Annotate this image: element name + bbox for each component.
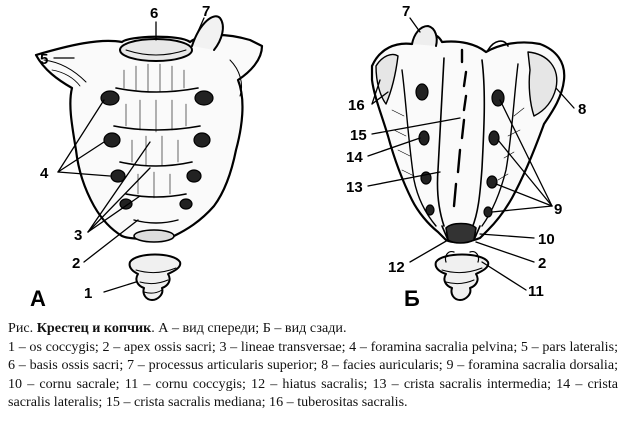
panel-label-a: А: [30, 286, 46, 311]
label-b-8: 8: [578, 101, 587, 118]
sacrum-anterior-view: [36, 16, 262, 300]
label-b-12: 12: [388, 259, 405, 276]
label-b-7: 7: [402, 3, 411, 20]
label-a-2: 2: [72, 255, 81, 272]
caption-views: . А – вид спереди; Б – вид сзади.: [151, 320, 347, 336]
panel-label-b: Б: [404, 286, 420, 311]
caption-legend: 1 – os coccygis; 2 – apex ossis sacri; 3 – lineae transversae; 4 – foramina sacralia pelvina; 5 – pars lateralis; 6 – basis ossis sacri; 7 – processus articularis superior; 8 – facies auricularis; 9 – foramina sacralia dorsalia; 10 – cornu sacrale; 11 – cornu coccygis; 12 – hiatus sacralis; 13 – crista sacralis intermedia; 14 – crista sacralis lateralis; 15 – crista sacralis mediana; 16 – tuberositas sacralis.: [8, 338, 618, 411]
label-b-10: 10: [538, 231, 555, 248]
label-a-7: 7: [202, 3, 211, 20]
figure-caption: [8, 319, 618, 412]
caption-prefix: Рис.: [8, 320, 34, 336]
label-b-11: 11: [528, 283, 544, 300]
label-a-3: 3: [74, 227, 83, 244]
label-b-14: 14: [346, 149, 363, 166]
caption-title: Крестец и копчик: [36, 320, 152, 336]
caption-title-line: [8, 319, 618, 338]
label-b-16: 16: [348, 97, 365, 114]
label-b-9: 9: [554, 201, 563, 218]
label-b-2: 2: [538, 255, 547, 272]
label-a-4: 4: [40, 165, 49, 182]
label-b-15: 15: [350, 127, 367, 144]
label-a-5: 5: [40, 51, 49, 68]
label-a-1: 1: [84, 285, 93, 302]
label-a-6: 6: [150, 5, 159, 22]
label-b-13: 13: [346, 179, 363, 196]
